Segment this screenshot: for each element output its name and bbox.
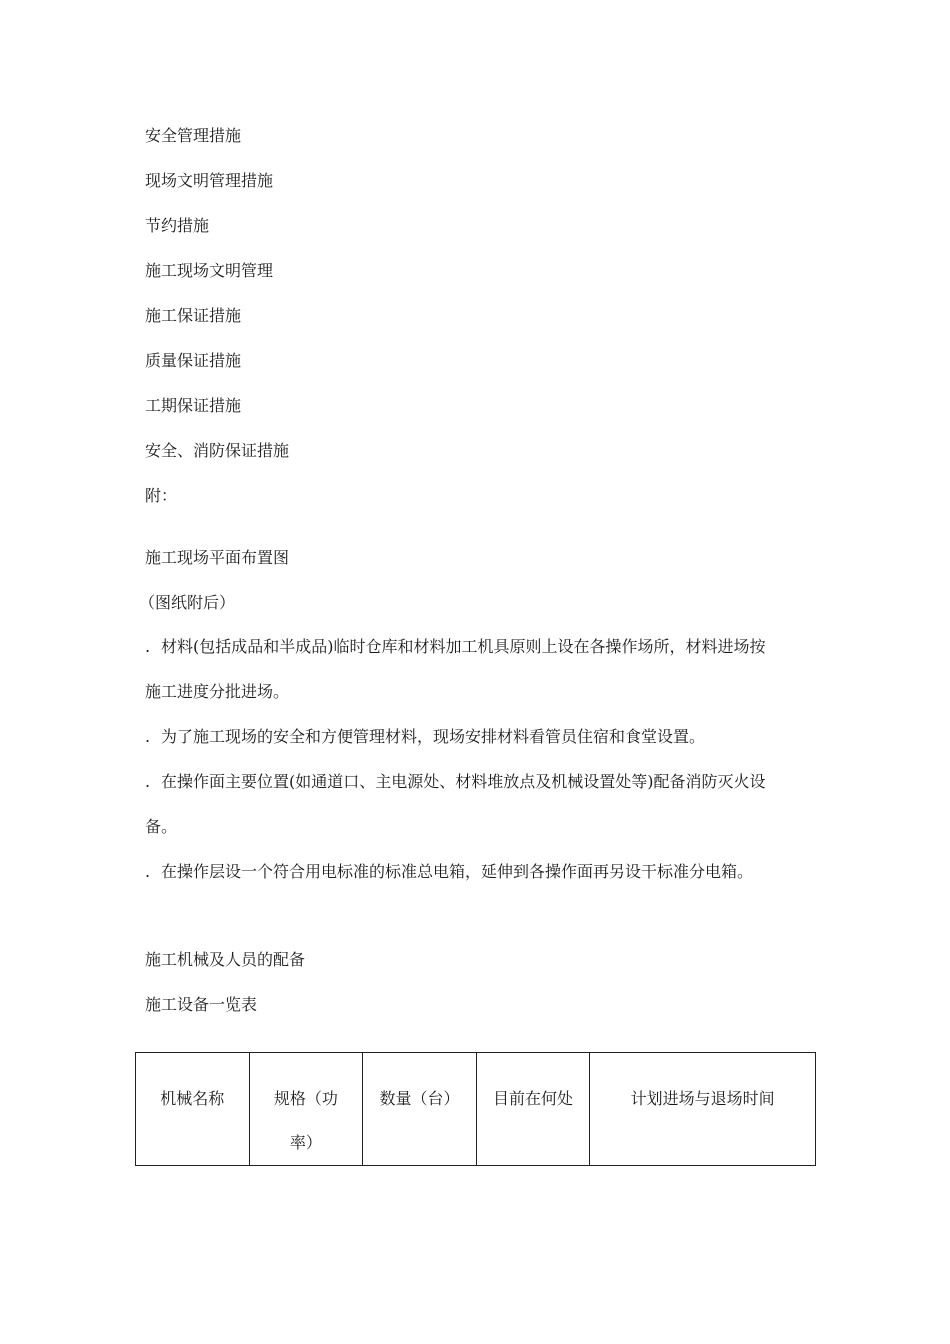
- paragraph-text: 为了施工现场的安全和方便管理材料，现场安排材料看管员住宿和食堂设置。: [161, 727, 706, 746]
- bullet-marker: .: [145, 772, 151, 791]
- toc-item-construction-guarantee: 施工保证措施: [145, 306, 242, 325]
- toc-item-site-civilization: 现场文明管理措施: [145, 171, 274, 190]
- header-cell-machine-name: 机械名称: [136, 1053, 250, 1166]
- paragraph-line: [145, 771, 805, 816]
- toc-item-construction-civilization: 施工现场文明管理: [145, 261, 274, 280]
- paragraph-text: 施工进度分批进场。: [145, 682, 290, 701]
- paragraph-text: 备。: [145, 817, 178, 836]
- section-note-drawing-attached: （图纸附后）: [139, 593, 236, 612]
- bullet-marker: .: [145, 637, 151, 656]
- equipment-table: [135, 1052, 816, 1166]
- layout-item-electric-box: [145, 861, 805, 906]
- bullet-marker: .: [145, 727, 151, 746]
- toc-item-appendix: 附：: [145, 486, 178, 505]
- paragraph-line: [145, 636, 805, 681]
- paragraph-text: 材料(包括成品和半成品)临时仓库和材料加工机具原则上设在各操作场所，材料进场按: [161, 637, 766, 656]
- toc-item-safety-management: 安全管理措施: [145, 126, 242, 145]
- paragraph-text: 在操作面主要位置(如通道口、主电源处、材料堆放点及机械设置处等)配备消防灭火设: [161, 772, 766, 791]
- table-title-equipment-list: 施工设备一览表: [145, 995, 258, 1014]
- section-title-site-layout: 施工现场平面布置图: [145, 548, 290, 567]
- layout-item-fire-equipment: [145, 771, 805, 861]
- section-title-machinery: 施工机械及人员的配备: [145, 950, 306, 969]
- header-cell-entry-exit-time: 计划进场与退场时间: [590, 1053, 816, 1166]
- paragraph-line: [145, 681, 805, 726]
- paragraph-text: 在操作层设一个符合用电标准的标准总电箱，延伸到各操作面再另设干标准分电箱。: [161, 862, 754, 881]
- header-cell-spec-power: 规格（功率）: [249, 1053, 363, 1166]
- paragraph-line: [145, 861, 805, 906]
- header-cell-current-location: 目前在何处: [476, 1053, 589, 1166]
- toc-item-fire-safety-guarantee: 安全、消防保证措施: [145, 441, 290, 460]
- bullet-marker: .: [145, 862, 151, 881]
- toc-item-saving: 节约措施: [145, 216, 210, 235]
- table-header-row: [136, 1053, 816, 1166]
- header-cell-quantity: 数量（台）: [363, 1053, 477, 1166]
- toc-item-schedule-guarantee: 工期保证措施: [145, 396, 242, 415]
- paragraph-line: [145, 816, 805, 861]
- layout-item-material-keeper: [145, 726, 805, 771]
- toc-item-quality-guarantee: 质量保证措施: [145, 351, 242, 370]
- layout-item-materials-storage: [145, 636, 805, 726]
- paragraph-line: [145, 726, 805, 771]
